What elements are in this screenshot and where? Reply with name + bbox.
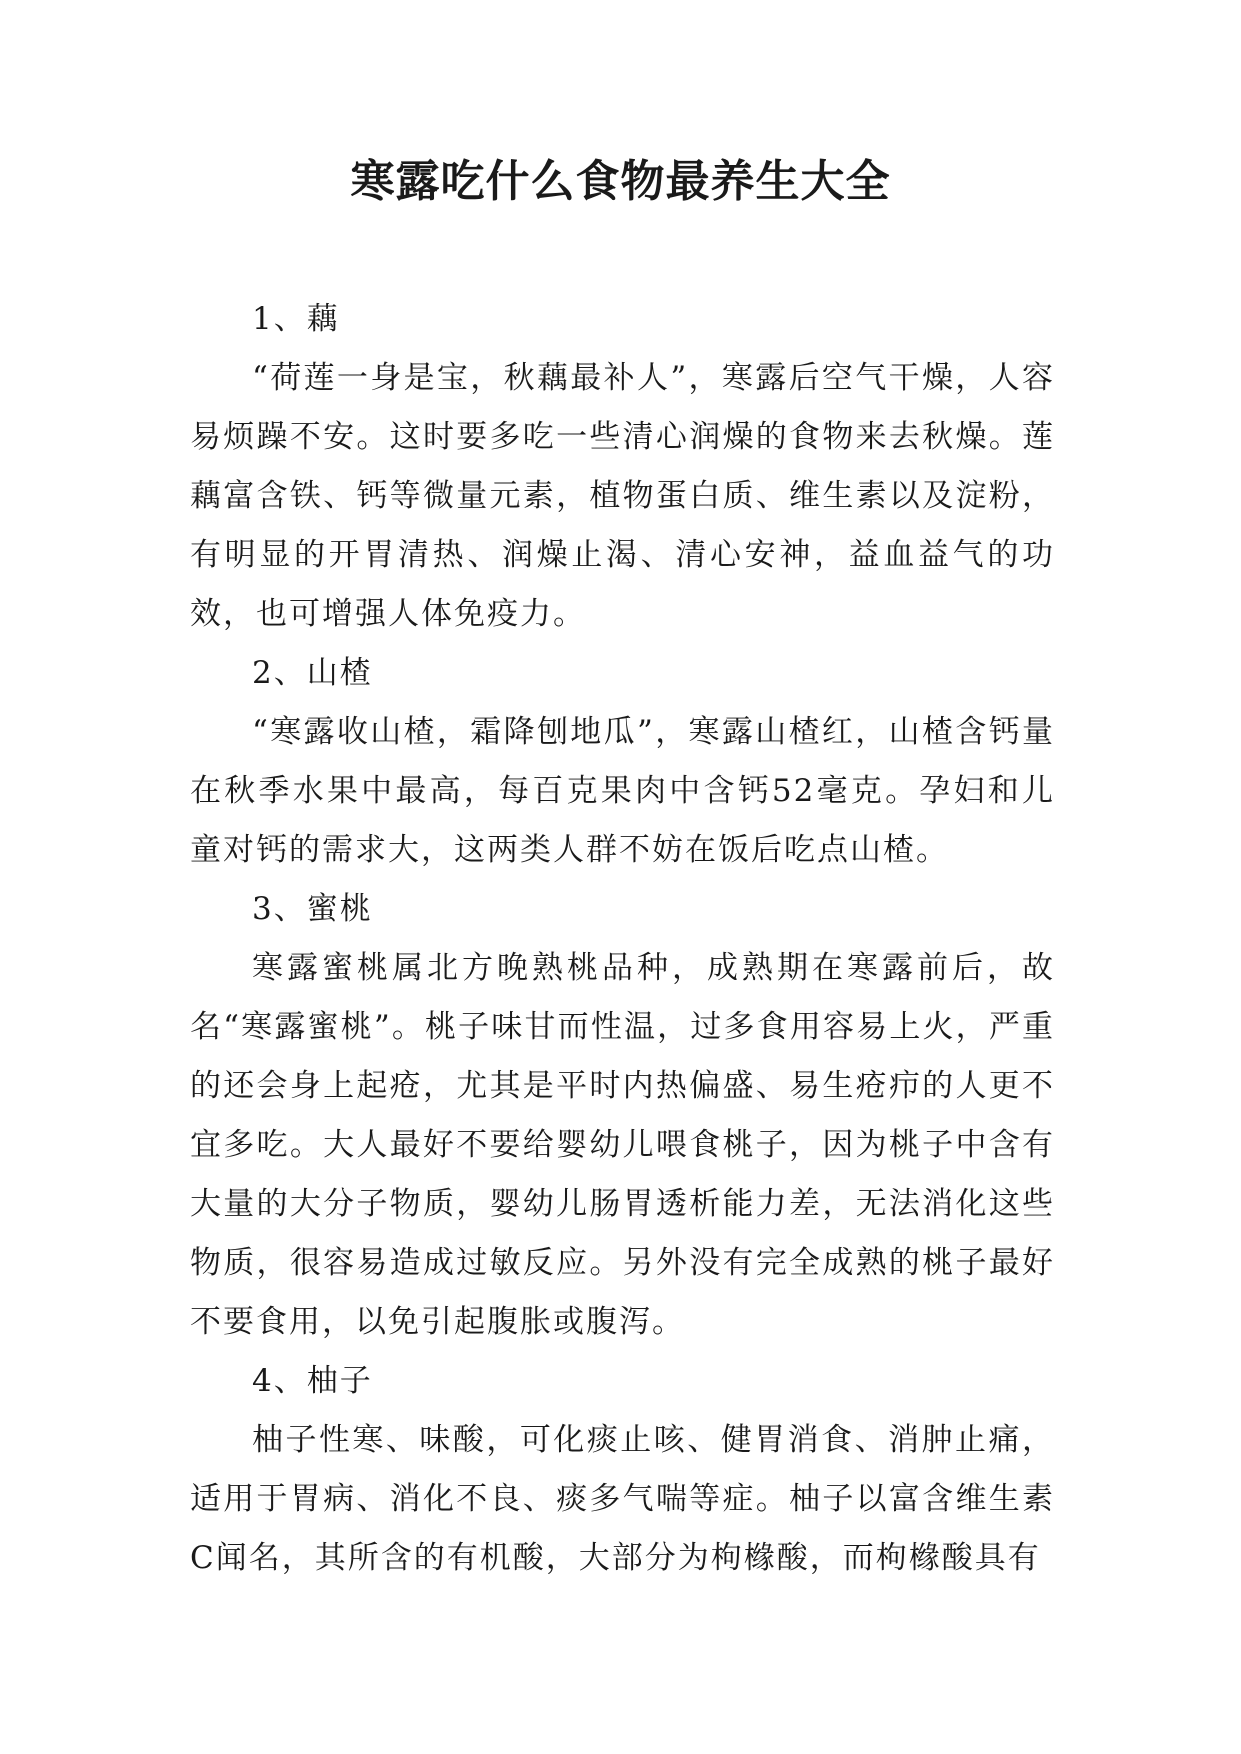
document-title: 寒露吃什么食物最养生大全 [350, 156, 891, 207]
document-body [190, 290, 1055, 1588]
section-heading-hawthorn: 2、山楂 [252, 655, 373, 691]
section-heading-pomelo: 4、柚子 [252, 1363, 373, 1399]
paragraph-lotus-root: “荷莲一身是宝，秋藕最补人”，寒露后空气干燥，人容易烦躁不安。这时要多吃一些清心润燥的食物来去秋燥。莲藕富含铁、钙等微量元素，植物蛋白质、维生素以及淀粉，有明显的开胃清热、润燥止渴、清心安神，益血益气的功效，也可增强人体免疫力。 [190, 360, 1055, 632]
section-heading-lotus-root: 1、藕 [252, 301, 340, 337]
paragraph-pomelo: 柚子性寒、味酸，可化痰止咳、健胃消食、消肿止痛，适用于胃病、消化不良、痰多气喘等症。柚子以富含维生素C闻名，其所含的有机酸，大部分为枸橼酸，而枸橼酸具有 [190, 1422, 1055, 1576]
section-heading-honey-peach: 3、蜜桃 [252, 891, 373, 927]
paragraph-hawthorn: “寒露收山楂，霜降刨地瓜”，寒露山楂红，山楂含钙量在秋季水果中最高，每百克果肉中含钙52毫克。孕妇和儿童对钙的需求大，这两类人群不妨在饭后吃点山楂。 [190, 714, 1055, 868]
paragraph-honey-peach: 寒露蜜桃属北方晚熟桃品种，成熟期在寒露前后，故名“寒露蜜桃”。桃子味甘而性温，过多食用容易上火，严重的还会身上起疮，尤其是平时内热偏盛、易生疮疖的人更不宜多吃。大人最好不要给婴幼儿喂食桃子，因为桃子中含有大量的大分子物质，婴幼儿肠胃透析能力差，无法消化这些物质，很容易造成过敏反应。另外没有完全成熟的桃子最好不要食用，以免引起腹胀或腹泻。 [190, 950, 1055, 1340]
